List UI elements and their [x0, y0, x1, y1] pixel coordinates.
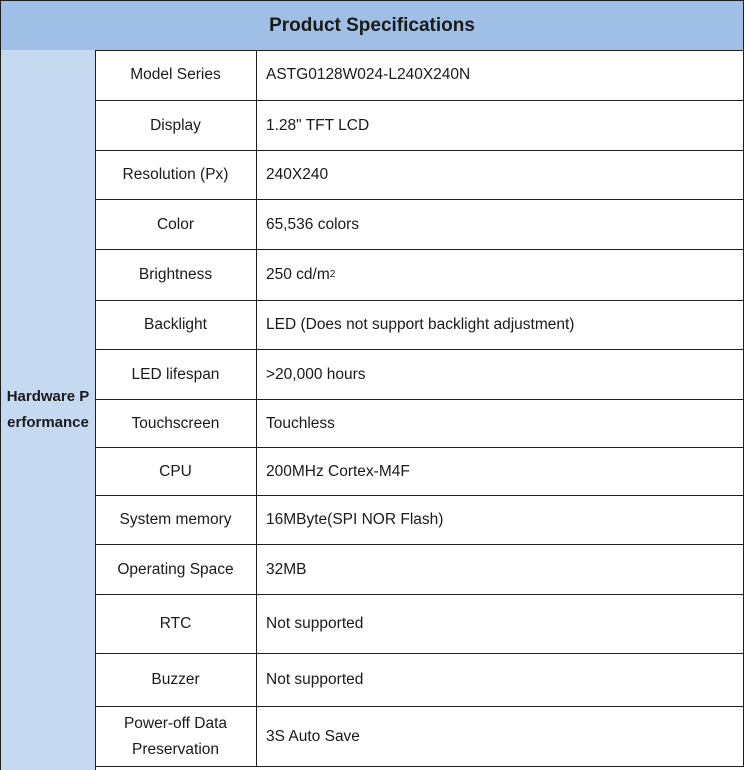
spec-label: Display — [95, 101, 257, 150]
spec-row-display — [95, 101, 744, 151]
spec-value: 1.28" TFT LCD — [266, 116, 370, 134]
spec-value: LED (Does not support backlight adjustment) — [266, 316, 575, 333]
spec-value: 200MHz Cortex-M4F — [266, 462, 410, 480]
spec-row-buzzer — [95, 654, 744, 707]
spec-rows — [95, 50, 744, 767]
spec-label: Color — [95, 200, 257, 249]
spec-label: Power-off Data Preservation — [95, 707, 257, 766]
spec-row-resolution — [95, 151, 744, 200]
spec-row-cpu — [95, 448, 744, 496]
spec-label: Touchscreen — [95, 400, 257, 447]
spec-value: >20,000 hours — [266, 365, 366, 383]
spec-label: CPU — [95, 448, 257, 495]
spec-label: Brightness — [95, 250, 257, 300]
spec-value: ASTG0128W024-L240X240N — [266, 66, 471, 83]
spec-row-led-lifespan — [95, 350, 744, 400]
spec-value: 240X240 — [266, 166, 329, 183]
spec-value: 3S Auto Save — [266, 727, 360, 745]
spec-value: Not supported — [266, 671, 364, 688]
spec-row-color — [95, 200, 744, 250]
spec-row-system-memory — [95, 496, 744, 545]
spec-value: 250 cd/m 2 — [266, 266, 336, 283]
category-cell: Hardware Performance — [0, 50, 96, 770]
spec-value: Not supported — [266, 615, 364, 632]
spec-value: 65,536 colors — [266, 215, 360, 233]
spec-label: Model Series — [95, 50, 257, 100]
spec-label: Backlight — [95, 301, 257, 349]
spec-row-operating-space — [95, 545, 744, 595]
spec-row-rtc — [95, 595, 744, 654]
spec-label: Buzzer — [95, 654, 257, 706]
spec-value: 16MByte(SPI NOR Flash) — [266, 511, 444, 528]
spec-label: Resolution (Px) — [95, 151, 257, 199]
spec-value: Touchless — [266, 414, 335, 432]
spec-label: Operating Space — [95, 545, 257, 594]
spec-value: 32MB — [266, 560, 307, 578]
table-title: Product Specifications — [0, 0, 744, 51]
spec-row-backlight — [95, 301, 744, 350]
spec-row-power-off-preservation — [95, 707, 744, 767]
spec-label: System memory — [95, 496, 257, 544]
spec-row-model-series — [95, 50, 744, 101]
spec-label: RTC — [95, 595, 257, 653]
spec-label: LED lifespan — [95, 350, 257, 399]
spec-row-brightness — [95, 250, 744, 301]
spec-row-touchscreen — [95, 400, 744, 448]
brightness-value: 250 cd/m — [266, 266, 330, 283]
